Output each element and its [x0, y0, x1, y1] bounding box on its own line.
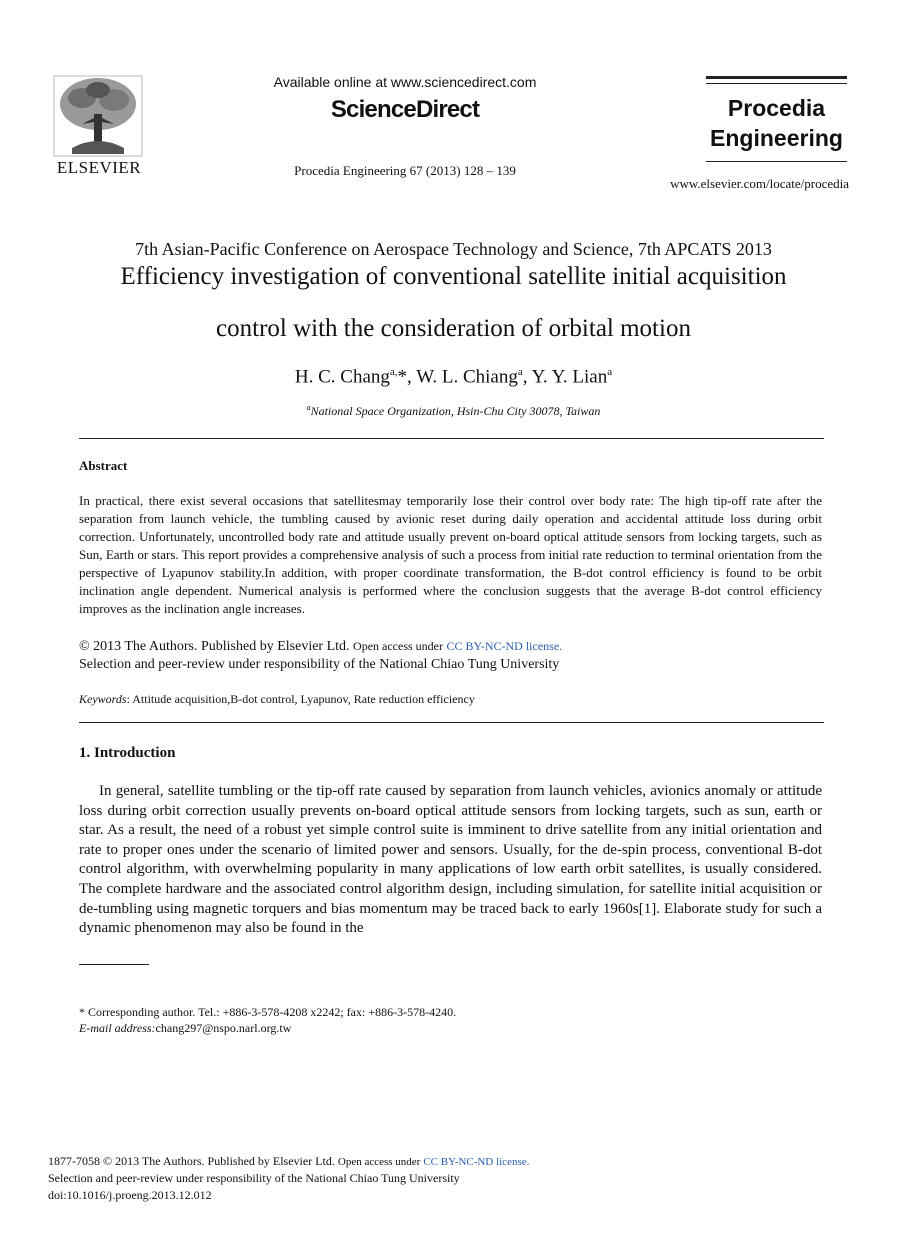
- author-affiliation-mark: a: [607, 366, 613, 378]
- affiliation: [40, 403, 867, 419]
- abstract-heading: Abstract: [79, 458, 128, 473]
- license-link[interactable]: CC BY-NC-ND license.: [446, 639, 563, 653]
- abstract-body: In practical, there exist several occasions that satellitesmay temporarily lose their control over body rate: The high tip-off rate after the separation from launch vehicle, the tumbling caused by avionic reset during daily operation and accidental attitude loss during orbit correction. Unfortunately, uncontrolled body rate and attitude usually prevent on-board optical attitude sensors from locking targets, such as Sun, Earth or stars. This report provides a comprehensive analysis of such a process from initial rate reduction to terminal orientation from the perspective of Lyapunov stability.In addition, with proper coordinate transformation, the B-dot control efficiency is found to be orbit inclination angle dependent. Numerical analysis is performed where the conclusion suggests that the average B-dot control efficiency improves as the inclination angle increases.: [79, 493, 822, 616]
- peer-review-text: Selection and peer-review under responsibility of the National Chiao Tung University: [79, 657, 560, 672]
- affiliation-mark: a: [306, 403, 311, 412]
- author-affiliation-mark: a: [517, 366, 523, 378]
- author-separator: *,: [397, 366, 417, 388]
- issn-copyright-line: [48, 1154, 848, 1169]
- copyright-text: © 2013 The Authors. Published by Elsevier Ltd.: [79, 639, 350, 654]
- journal-title-rule: [706, 161, 847, 162]
- section-heading: 1. Introduction: [79, 745, 176, 761]
- corresponding-author-footnote: * Corresponding author. Tel.: +886-3-578-4208 x2242; fax: +886-3-578-4240.: [79, 1005, 457, 1019]
- issn-copyright: 1877-7058 © 2013 The Authors. Published by Elsevier Ltd.: [48, 1154, 335, 1168]
- email-address[interactable]: chang297@nspo.narl.org.tw: [155, 1021, 292, 1035]
- author-affiliation-mark: a,: [389, 366, 398, 378]
- license-link[interactable]: CC BY-NC-ND license.: [423, 1156, 530, 1168]
- author-name: W. L. Chiang: [416, 366, 518, 388]
- journal-title: [706, 93, 847, 153]
- copyright-block: [79, 637, 822, 674]
- section-divider: [79, 438, 824, 439]
- author-list: [40, 366, 867, 388]
- conference-name: 7th Asian-Pacific Conference on Aerospace Technology and Science, 7th APCATS 2013: [135, 239, 772, 259]
- journal-url-link[interactable]: www.elsevier.com/locate/procedia: [670, 176, 849, 191]
- author-separator: ,: [522, 366, 532, 388]
- author-name: Y. Y. Lian: [531, 366, 608, 388]
- keywords: [79, 692, 822, 707]
- journal-title-rule: [706, 83, 847, 84]
- journal-title-rule: [706, 76, 847, 79]
- available-online-text: Available online at www.sciencedirect.com: [273, 74, 537, 90]
- publisher-name: ELSEVIER: [56, 158, 142, 177]
- email-label: E-mail address:: [79, 1021, 156, 1035]
- author-name: H. C. Chang: [294, 366, 390, 388]
- section-divider: [79, 722, 824, 723]
- keywords-list: : Attitude acquisition,B-dot control, Lyapunov, Rate reduction efficiency: [126, 692, 475, 706]
- introduction-body: In general, satellite tumbling or the tip-off rate caused by separation from launch vehicles, avionics anomaly or attitude loss during orbit correction usually prevents on-board optical attitude sensors from locking targets, such as sun, earth or star. As a result, the need of a robust yet simple control suite is imminent to drive satellite from any initial orientation and rate to proper ones under the scenario of limited power and sensors. Usually, for the de-spin process, conventional B-dot control algorithm, with overwhelming popularity in many applications of low earth orbit satellites, is usually considered. The complete hardware and the associated control algorithm design, including simulation, for satellite initial acquisition or de-tumbling using magnetic torquers and bias momentum may be traced back to early 1960s[1]. Elaborate study for such a dynamic phenomenon may also be found in the: [79, 783, 822, 937]
- paper-title: control with the consideration of orbital motion: [216, 315, 691, 342]
- doi-link[interactable]: doi:10.1016/j.proeng.2013.12.012: [48, 1188, 212, 1202]
- open-access-text: Open access under: [337, 1156, 421, 1168]
- keywords-label: Keywords: [79, 692, 127, 706]
- footnote-divider: [79, 964, 149, 965]
- affiliation-text: National Space Organization, Hsin-Chu City 30078, Taiwan: [310, 404, 601, 418]
- paper-title: Efficiency investigation of conventional satellite initial acquisition: [120, 263, 787, 290]
- open-access-text: Open access under: [353, 639, 443, 653]
- email-footnote: [79, 1021, 822, 1036]
- journal-title-line: Procedia: [727, 95, 826, 121]
- journal-reference: Procedia Engineering 67 (2013) 128 – 139: [294, 163, 516, 178]
- peer-review-text: Selection and peer-review under responsibility of the National Chiao Tung University: [48, 1171, 460, 1185]
- journal-title-line: Engineering: [710, 125, 843, 151]
- sciencedirect-logo: ScienceDirect: [330, 96, 480, 123]
